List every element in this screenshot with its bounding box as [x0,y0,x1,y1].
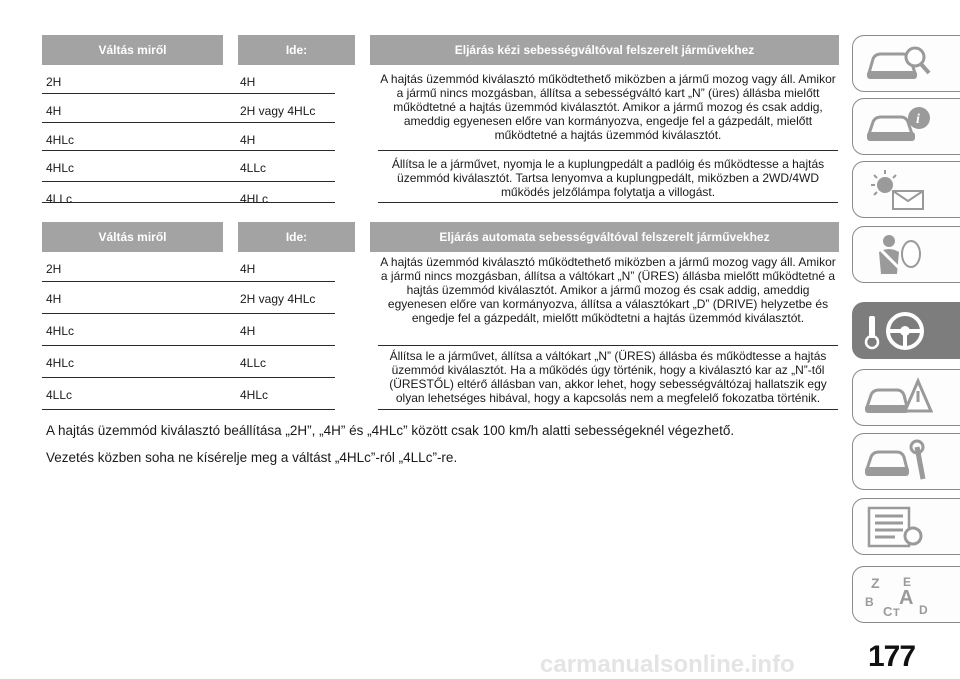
cell-to: 4H [240,75,256,89]
cell-from: 4H [46,104,62,118]
seatbelt-airbag-icon [863,232,933,278]
cell-to: 4H [240,324,256,338]
header-from: Váltás miről [42,222,223,252]
tab-index[interactable] [852,566,960,623]
cell-from: 4HLc [46,324,75,338]
cell-from: 4HLc [46,133,75,147]
svg-text:T: T [893,607,900,618]
cell-to: 4H [240,262,256,276]
car-magnifier-icon [863,41,933,87]
tab-car-info[interactable] [852,98,960,155]
table-row [42,314,335,346]
cell-to: 2H vagy 4HLc [240,292,316,306]
tab-starting-driving[interactable] [852,302,960,359]
key-steering-wheel-icon [863,308,933,354]
cell-to: 4HLc [240,388,269,402]
svg-text:E: E [903,575,912,589]
header-from: Váltás miről [42,35,223,65]
cell-to: 2H vagy 4HLc [240,104,316,118]
tab-technical-data[interactable] [852,498,960,555]
car-info-icon [863,104,933,150]
cell-to: 4LLc [240,356,267,370]
header-procedure: Eljárás automata sebességváltóval felszerelt járművekhez [370,222,839,252]
table-row [42,378,335,410]
tab-warning-lights[interactable] [852,161,960,218]
table-row [42,94,335,123]
watermark: carmanualsonline.info [540,651,795,678]
table-row [42,65,335,94]
cell-from: 2H [46,262,62,276]
cell-from: 4LLc [46,192,73,206]
table-row [42,151,335,182]
table-header [42,222,839,252]
svg-text:D: D [919,603,928,617]
table-row [42,282,335,314]
svg-text:i: i [916,112,920,127]
car-wrench-icon [863,439,933,485]
tab-maintenance[interactable] [852,433,960,490]
svg-text:B: B [865,595,874,609]
table-row [42,123,335,151]
header-to: Ide: [238,222,355,252]
procedure-cell: A hajtás üzemmód kiválasztó működtethető miközben a jármű mozog vagy áll. Amikor a jármű nincs mozgásban, állítsa a sebességváltó kart „N” (üres) állásba mielőtt működtetné a hajtás üzemmód kiválasztót. Amikor a jármű mozog és csak addig, ameddig egyenesen előre van kormányozva, engedje fel a gázpedált, mielőtt működtetné a hajtás üzemmód kiválasztót. [378,72,838,151]
tab-emergency[interactable] [852,369,960,426]
header-procedure: Eljárás kézi sebességváltóval felszerelt járművekhez [370,35,839,65]
svg-text:A: A [899,587,914,609]
svg-text:Z: Z [871,575,880,591]
header-to: Ide: [238,35,355,65]
car-breakdown-triangle-icon [863,375,933,421]
table-row [42,252,335,282]
cell-from: 4LLc [46,388,73,402]
cell-to: 4HLc [240,192,269,206]
table-row [42,346,335,378]
note-speed-limit: A hajtás üzemmód kiválasztó beállítása „2H”, „4H” és „4HLc” között csak 100 km/h alatti sebességeknél végezhető. [46,423,735,438]
alphabet-index-icon [863,572,933,618]
tab-car-magnifier[interactable] [852,35,960,92]
cell-from: 4HLc [46,161,75,175]
note-warning: Vezetés közben soha ne kísérelje meg a váltást „4HLc”-ról „4LLc”-re. [46,450,458,465]
spec-list-icon [863,504,933,550]
cell-from: 4HLc [46,356,75,370]
procedure-cell: Állítsa le a járművet, nyomja le a kuplungpedált a padlóig és működtesse a hajtás üzemmód kiválasztót. Tartsa lenyomva a kuplungpedált, miközben a 2WD/4WD működés jelzőlámpa folytatja a villogást. [378,157,838,203]
table-header [42,35,839,65]
cell-to: 4H [240,133,256,147]
procedure-cell: Állítsa le a járművet, állítsa a váltókart „N” (ÜRES) állásba és működtesse a hajtás üzemmód kiválasztót. Ha a működés úgy történik, hogy a kiválasztó kar az „N”-től (ÜRESTŐL) eltérő állásban van, akkor lehet, hogy sebességváltózaj hallatszik egy olyan lehetséges hibával, hogy a kapcsolás nem a megfelelő fokozatba történik. [378,349,838,410]
tab-safety[interactable] [852,226,960,283]
cell-to: 4LLc [240,161,267,175]
svg-text:C: C [883,604,893,618]
page-number: 177 [868,640,916,673]
table-row [42,182,335,206]
warning-light-mail-icon [863,167,933,213]
cell-from: 4H [46,292,62,306]
procedure-cell: A hajtás üzemmód kiválasztó működtethető miközben a jármű mozog vagy áll. Amikor a jármű nincs mozgásban, állítsa a váltókart „N” (ÜRES) állásba mielőtt működtetné a hajtás üzemmód kiválasztót. Amikor a jármű mozog és csak addig, ameddig egyenesen előre van kormányozva, állítsa a választókart „D” (DRIVE) helyzetbe és engedje fel a gázpedált, mielőtt működtetni a hajtás üzemmód kiválasztót. [378,255,838,346]
cell-from: 2H [46,75,62,89]
